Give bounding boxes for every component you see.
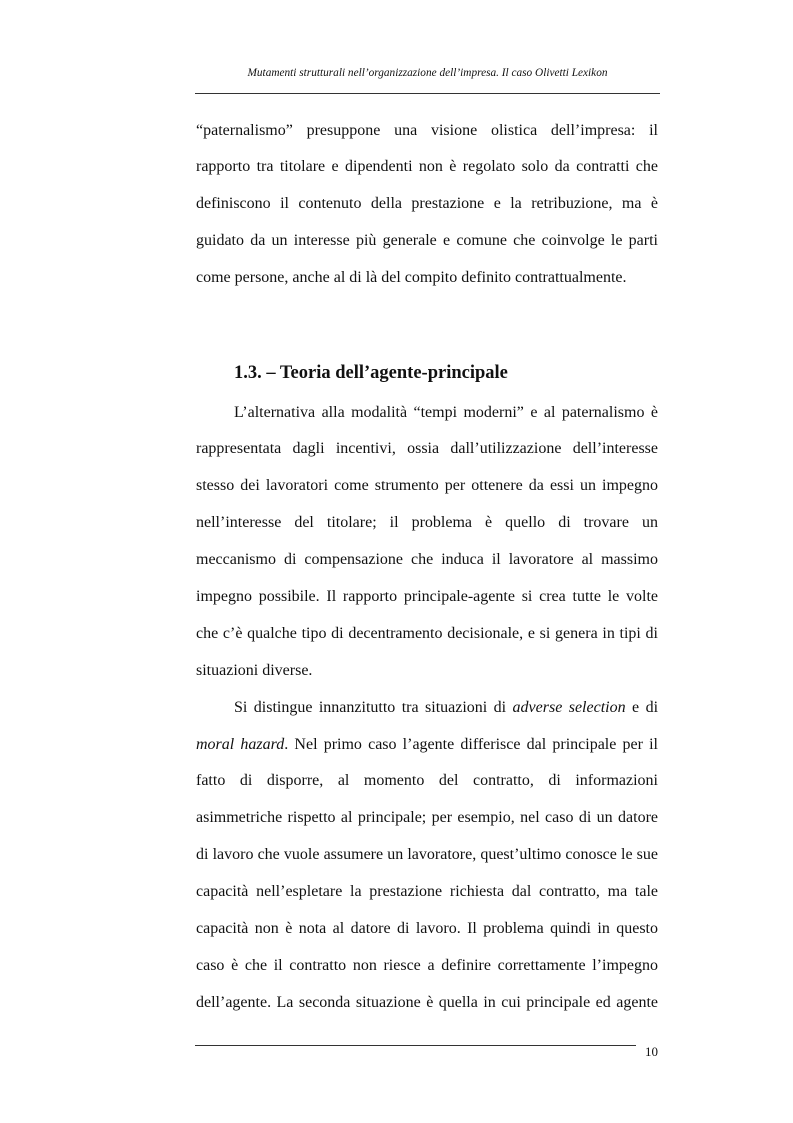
text-line: come persone, anche al di là del compito definito contrattualmente. [196,269,627,287]
text-line: guidato da un interesse più generale e comune che coinvolge le parti [196,232,658,250]
text-line: stesso dei lavoratori come strumento per ottenere da essi un impegno [196,477,658,495]
paragraph-2 [196,395,658,690]
text-line: fatto di disporre, al momento del contratto, di informazioni [196,772,658,790]
text-line: definiscono il contenuto della prestazione e la retribuzione, ma è [196,195,658,213]
italic-term: moral hazard [196,735,285,753]
text-line: di lavoro che vuole assumere un lavoratore, quest’ultimo conosce le sue [196,846,658,864]
section-heading: 1.3. – Teoria dell’agente-principale [234,363,508,383]
text-line: asimmetriche rispetto al principale; per esempio, nel caso di un datore [196,809,658,827]
text-line: capacità nell’espletare la prestazione richiesta dal contratto, ma tale [196,883,658,901]
running-header-title: Mutamenti strutturali nell’organizzazione dell’impresa. Il caso Olivetti Lexikon [247,67,608,79]
text-line: “paternalismo” presuppone una visione olistica dell’impresa: il [196,121,658,139]
text-line: meccanismo di compensazione che induca il lavoratore al massimo [196,551,658,569]
text-segment: e di [625,698,658,716]
paragraph-3 [196,690,658,1022]
text-segment: . Nel primo caso l’agente differisce dal principale per il [284,735,658,753]
text-line: rapporto tra titolare e dipendenti non è regolato solo da contratti che [196,158,658,176]
paragraph-1 [196,113,658,297]
italic-term: adverse selection [512,698,626,716]
text-line: L’alternativa alla modalità “tempi moderni” e al paternalismo è [234,403,658,421]
header-rule [195,93,660,94]
text-line: che c’è qualche tipo di decentramento decisionale, e si genera in tipi di [196,624,658,642]
text-line: caso è che il contratto non riesce a definire correttamente l’impegno [196,956,658,974]
footer-rule [195,1045,636,1046]
text-line: rappresentata dagli incentivi, ossia dall’utilizzazione dell’interesse [196,440,658,458]
page-number: 10 [645,1044,658,1059]
text-line: capacità non è nota al datore di lavoro. Il problema quindi in questo [196,919,658,937]
text-line: impegno possibile. Il rapporto principale-agente si crea tutte le volte [196,587,658,605]
text-segment: Si distingue innanzitutto tra situazioni di [234,698,513,716]
text-line [196,690,658,727]
body-text [196,395,658,1022]
text-line: situazioni diverse. [196,661,313,679]
text-line: nell’interesse del titolare; il problema è quello di trovare un [196,514,658,532]
text-line: dell’agente. La seconda situazione è quella in cui principale ed agente [196,993,658,1011]
text-line [196,727,658,764]
